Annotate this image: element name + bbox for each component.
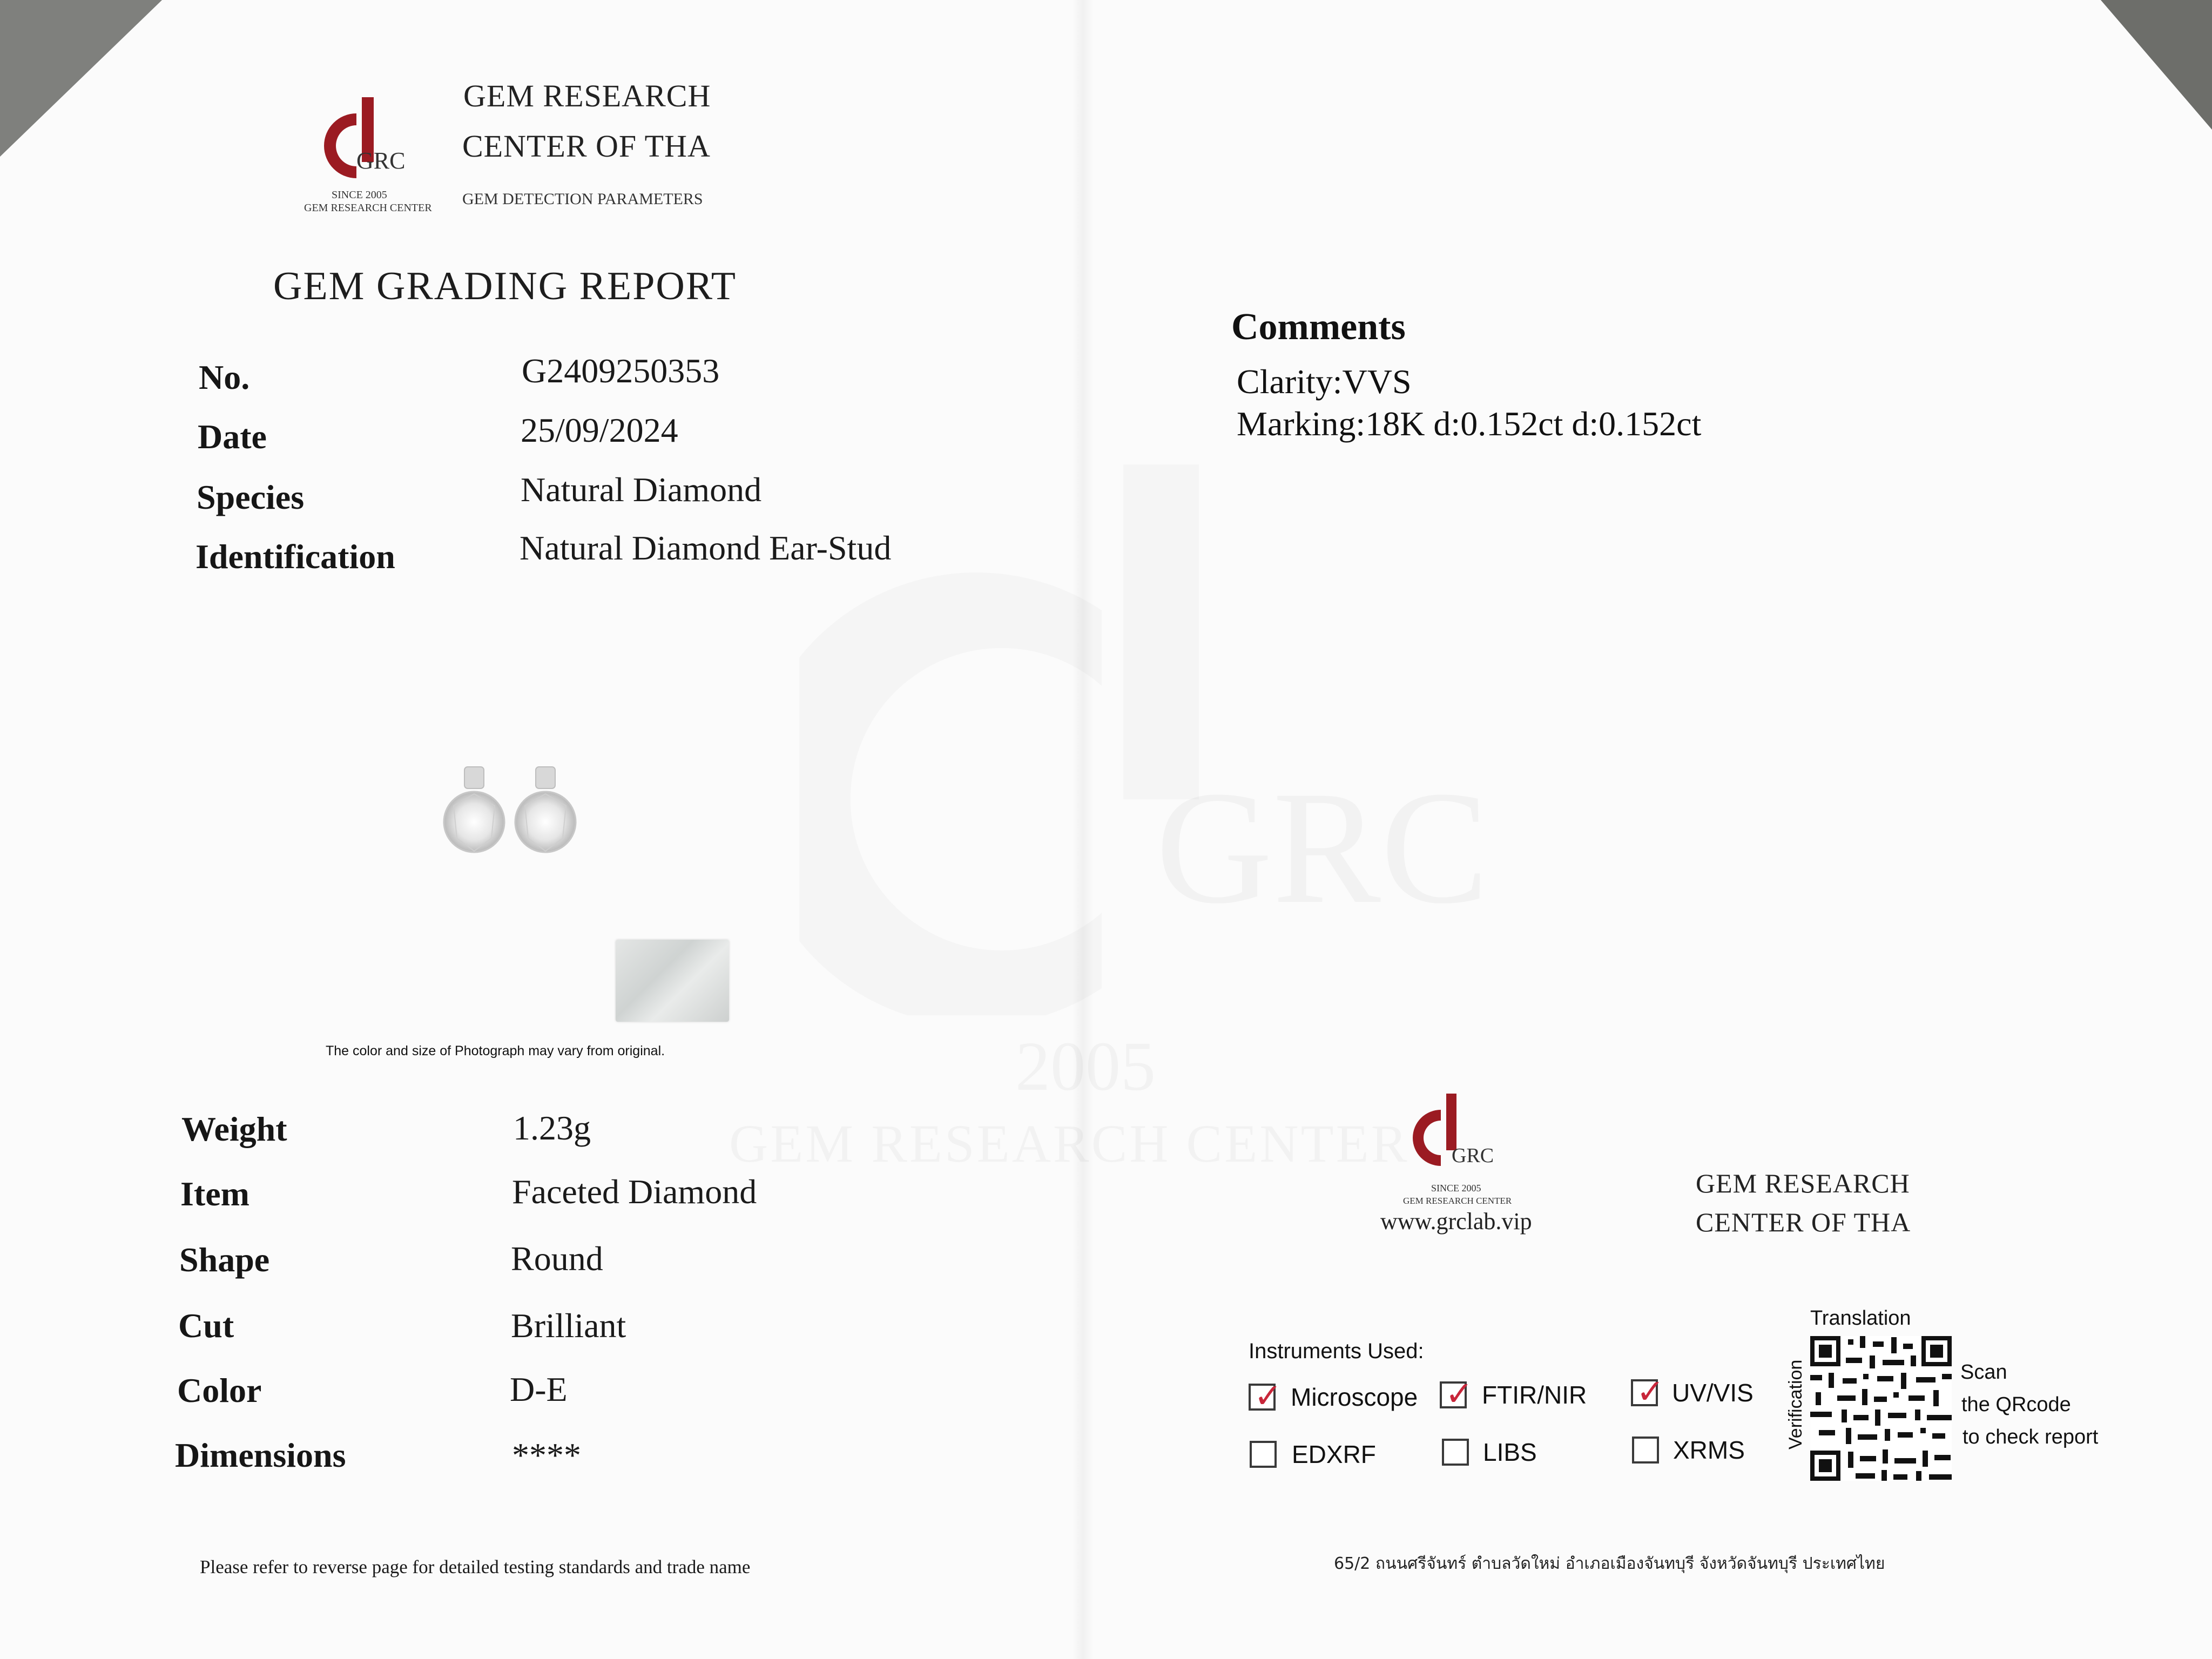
instrument-label: UV/VIS (1672, 1379, 1754, 1407)
qr-instruction-line: Scan (1960, 1361, 2007, 1384)
field-value-date: 25/09/2024 (521, 411, 678, 449)
check-icon: ✓ (1254, 1376, 1282, 1415)
logo-since-right: SINCE 2005 (1431, 1183, 1481, 1193)
left-footer-note: Please refer to reverse page for detailed testing standards and trade name (200, 1556, 751, 1577)
field-value-dimensions: **** (512, 1436, 581, 1474)
field-value-cut: Brilliant (511, 1306, 626, 1345)
field-value-no: G2409250353 (522, 352, 720, 390)
instrument-label: EDXRF (1292, 1440, 1376, 1468)
qr-translation-label: Translation (1810, 1307, 1911, 1330)
field-label-no: No. (199, 358, 250, 396)
org-name-line1: GEM RESEARCH (463, 78, 711, 113)
field-label-date: Date (198, 417, 267, 456)
instrument-label: LIBS (1483, 1438, 1537, 1466)
org-subtitle: GEM DETECTION PARAMETERS (462, 190, 703, 208)
field-label-dimensions: Dimensions (175, 1436, 346, 1474)
field-value-item: Faceted Diamond (512, 1172, 757, 1211)
logo-text: GRC (356, 147, 406, 174)
field-value-identification: Natural Diamond Ear-Stud (520, 529, 892, 567)
instrument-label: XRMS (1673, 1436, 1745, 1464)
field-value-weight: 1.23g (513, 1109, 591, 1147)
lab-address: 65/2 ถนนศรีจันทร์ ตำบลวัดใหม่ อำเภอเมืองจันทบุรี จังหวัดจันทบุรี ประเทศไทย (1334, 1554, 1885, 1573)
website-url[interactable]: www.grclab.vip (1380, 1208, 1532, 1235)
grc-logo (319, 92, 394, 189)
grc-watermark-logo (799, 448, 1609, 1015)
qr-instruction-line: to check report (1963, 1426, 2099, 1448)
logo-text-right: GRC (1452, 1144, 1494, 1167)
check-icon: ✓ (1445, 1374, 1473, 1413)
field-value-shape: Round (511, 1239, 603, 1278)
logo-center: GEM RESEARCH CENTER (304, 202, 432, 214)
comment-line: Marking:18K d:0.152ct d:0.152ct (1237, 404, 1702, 443)
right-org-line1: GEM RESEARCH (1696, 1168, 1910, 1198)
watermark-text (729, 1112, 1409, 1175)
field-label-species: Species (197, 478, 305, 516)
svg-text:GRC (1156, 758, 1489, 937)
field-value-species: Natural Diamond (521, 470, 762, 509)
earring-photo (432, 756, 594, 869)
comments-heading: Comments (1231, 306, 1406, 348)
field-label-identification: Identification (195, 537, 395, 576)
comment-line: Clarity:VVS (1237, 362, 1412, 401)
field-label-cut: Cut (178, 1306, 234, 1345)
qr-instruction-line: the QRcode (1961, 1393, 2071, 1416)
right-org-line2: CENTER OF THA (1696, 1207, 1911, 1237)
org-name-line2: CENTER OF THA (462, 129, 711, 164)
hologram-sticker (616, 940, 729, 1022)
background-corner (2101, 0, 2212, 130)
logo-since: SINCE 2005 (332, 189, 387, 201)
field-label-shape: Shape (179, 1240, 270, 1279)
watermark-year (1015, 1026, 1156, 1107)
qr-code[interactable] (1810, 1336, 1952, 1481)
instrument-label: Microscope (1291, 1383, 1418, 1411)
photo-note: The color and size of Photograph may vary from original. (326, 1043, 665, 1058)
instrument-label: FTIR/NIR (1482, 1381, 1587, 1409)
logo-center-right: GEM RESEARCH CENTER (1403, 1196, 1512, 1206)
field-label-color: Color (177, 1371, 262, 1410)
background-corner (0, 0, 162, 157)
field-label-weight: Weight (181, 1110, 287, 1148)
qr-verification-label: Verification (1785, 1359, 1806, 1449)
field-value-color: D-E (510, 1370, 568, 1408)
report-title: GEM GRADING REPORT (273, 264, 737, 308)
field-label-item: Item (180, 1175, 249, 1213)
check-icon: ✓ (1636, 1372, 1664, 1411)
instruments-heading: Instruments Used: (1249, 1339, 1424, 1363)
